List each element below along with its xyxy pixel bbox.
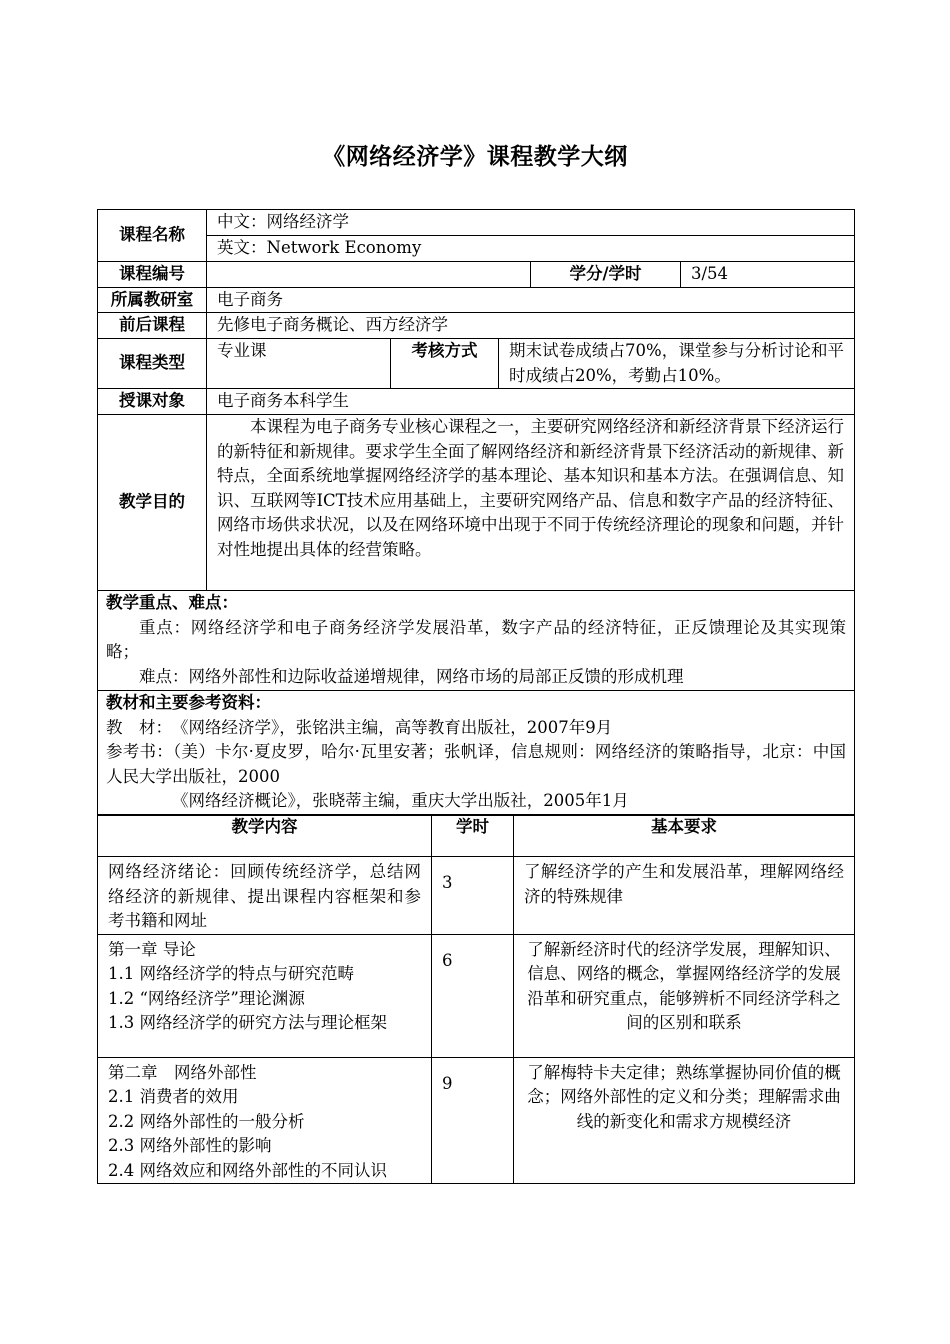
keypoints-heading: 教学重点、难点： <box>106 593 238 612</box>
course-name-en: 英文：Network Economy <box>207 236 855 262</box>
content-line: 网络经济绪论：回顾传统经济学，总结网络经济的新规律、提出课程内容框架和参考书籍和网址 <box>108 862 421 930</box>
purpose-label: 教学目的 <box>98 415 207 591</box>
audience-label: 授课对象 <box>98 389 207 415</box>
content-cell <box>98 934 432 1057</box>
content-line: 1.2 “网络经济学”理论渊源 <box>108 988 305 1008</box>
requirement-cell: 了解梅特卡夫定律；熟练掌握协同价值的概念；网络外部性的定义和分类；理解需求曲线的新变化和需求方规模经济 <box>514 1057 855 1184</box>
assess-value: 期末试卷成绩占70%，课堂参与分析讨论和平时成绩占20%，考勤占10%。 <box>499 339 855 389</box>
materials-heading: 教材和主要参考资料： <box>106 693 271 712</box>
content-line: 1.1 网络经济学的特点与研究范畴 <box>108 964 354 983</box>
content-table <box>97 814 855 1184</box>
hours-cell: 6 <box>432 934 514 1057</box>
course-name-label: 课程名称 <box>98 210 207 262</box>
materials-reference-1: 参考书：（美）卡尔·夏皮罗，哈尔·瓦里安著；张帆译，信息规则：网络经济的策略指导，北京：中国人民大学出版社，2000 <box>106 742 847 786</box>
keypoints-section <box>98 591 855 691</box>
credit-label: 学分/学时 <box>531 261 681 287</box>
content-line: 2.1 消费者的效用 <box>108 1087 239 1106</box>
page-title: 《网络经济学》课程教学大纲 <box>322 144 628 170</box>
requirement-cell: 了解新经济时代的经济学发展，理解知识、信息、网络的概念，掌握网络经济学的发展沿革和研究重点，能够辨析不同经济学科之间的区别和联系 <box>514 934 855 1057</box>
credit-value: 3/54 <box>681 261 855 287</box>
course-type-label: 课程类型 <box>98 339 207 389</box>
keypoints-focus: 重点：网络经济学和电子商务经济学发展沿革，数字产品的经济特征，正反馈理论及其实现策略； <box>106 617 847 661</box>
dept-label: 所属教研室 <box>98 287 207 313</box>
content-cell <box>98 1057 432 1184</box>
content-line: 2.4 网络效应和网络外部性的不同认识 <box>108 1160 387 1180</box>
requirement-header: 基本要求 <box>514 815 855 857</box>
content-line: 第二章 网络外部性 <box>108 1062 257 1082</box>
course-name-cn: 中文：网络经济学 <box>207 210 855 236</box>
hours-cell: 3 <box>432 857 514 935</box>
content-line: 2.3 网络外部性的影响 <box>108 1136 272 1155</box>
purpose-value: 本课程为电子商务专业核心课程之一，主要研究网络经济和新经济背景下经济运行的新特征和新规律。要求学生全面了解网络经济和新经济背景下经济活动的新规律、新特点，全面系统地掌握网络经济学的基本理论、基本知识和基本方法。在强调信息、知识、互联网等ICT技术应用基础上，主要研究网络产品、信息和数字产品的经济特征、网络市场供求状况，以及在网络环境中出现于不同于传统经济理论的现象和问题，并针对性地提出具体的经营策略。 <box>207 415 855 591</box>
audience-value: 电子商务本科学生 <box>207 389 855 415</box>
hours-cell: 9 <box>432 1057 514 1184</box>
keypoints-difficulty: 难点：网络外部性和边际收益递增规律，网络市场的局部正反馈的形成机理 <box>139 666 684 686</box>
course-code-label: 课程编号 <box>98 261 207 287</box>
hours-header: 学时 <box>432 815 514 857</box>
content-line: 1.3 网络经济学的研究方法与理论框架 <box>108 1013 387 1032</box>
dept-value: 电子商务 <box>207 287 855 313</box>
content-header: 教学内容 <box>98 815 432 857</box>
requirement-cell: 了解经济学的产生和发展沿革，理解网络经济的特殊规律 <box>514 857 855 935</box>
course-type-value: 专业课 <box>207 339 391 389</box>
content-line: 第一章 导论 <box>108 939 196 959</box>
prereq-value: 先修电子商务概论、西方经济学 <box>207 313 855 339</box>
content-cell <box>98 857 432 935</box>
materials-reference-2: 《网络经济概论》，张晓蒂主编，重庆大学出版社，2005年1月 <box>172 791 629 810</box>
materials-textbook: 教 材： 《网络经济学》，张铭洪主编，高等教育出版社，2007年9月 <box>106 717 613 737</box>
content-line: 2.2 网络外部性的一般分析 <box>108 1111 305 1131</box>
course-code-value <box>207 261 531 287</box>
prereq-label: 前后课程 <box>98 313 207 339</box>
course-info-table <box>97 209 855 816</box>
materials-section <box>98 691 855 816</box>
assess-label: 考核方式 <box>391 339 499 389</box>
